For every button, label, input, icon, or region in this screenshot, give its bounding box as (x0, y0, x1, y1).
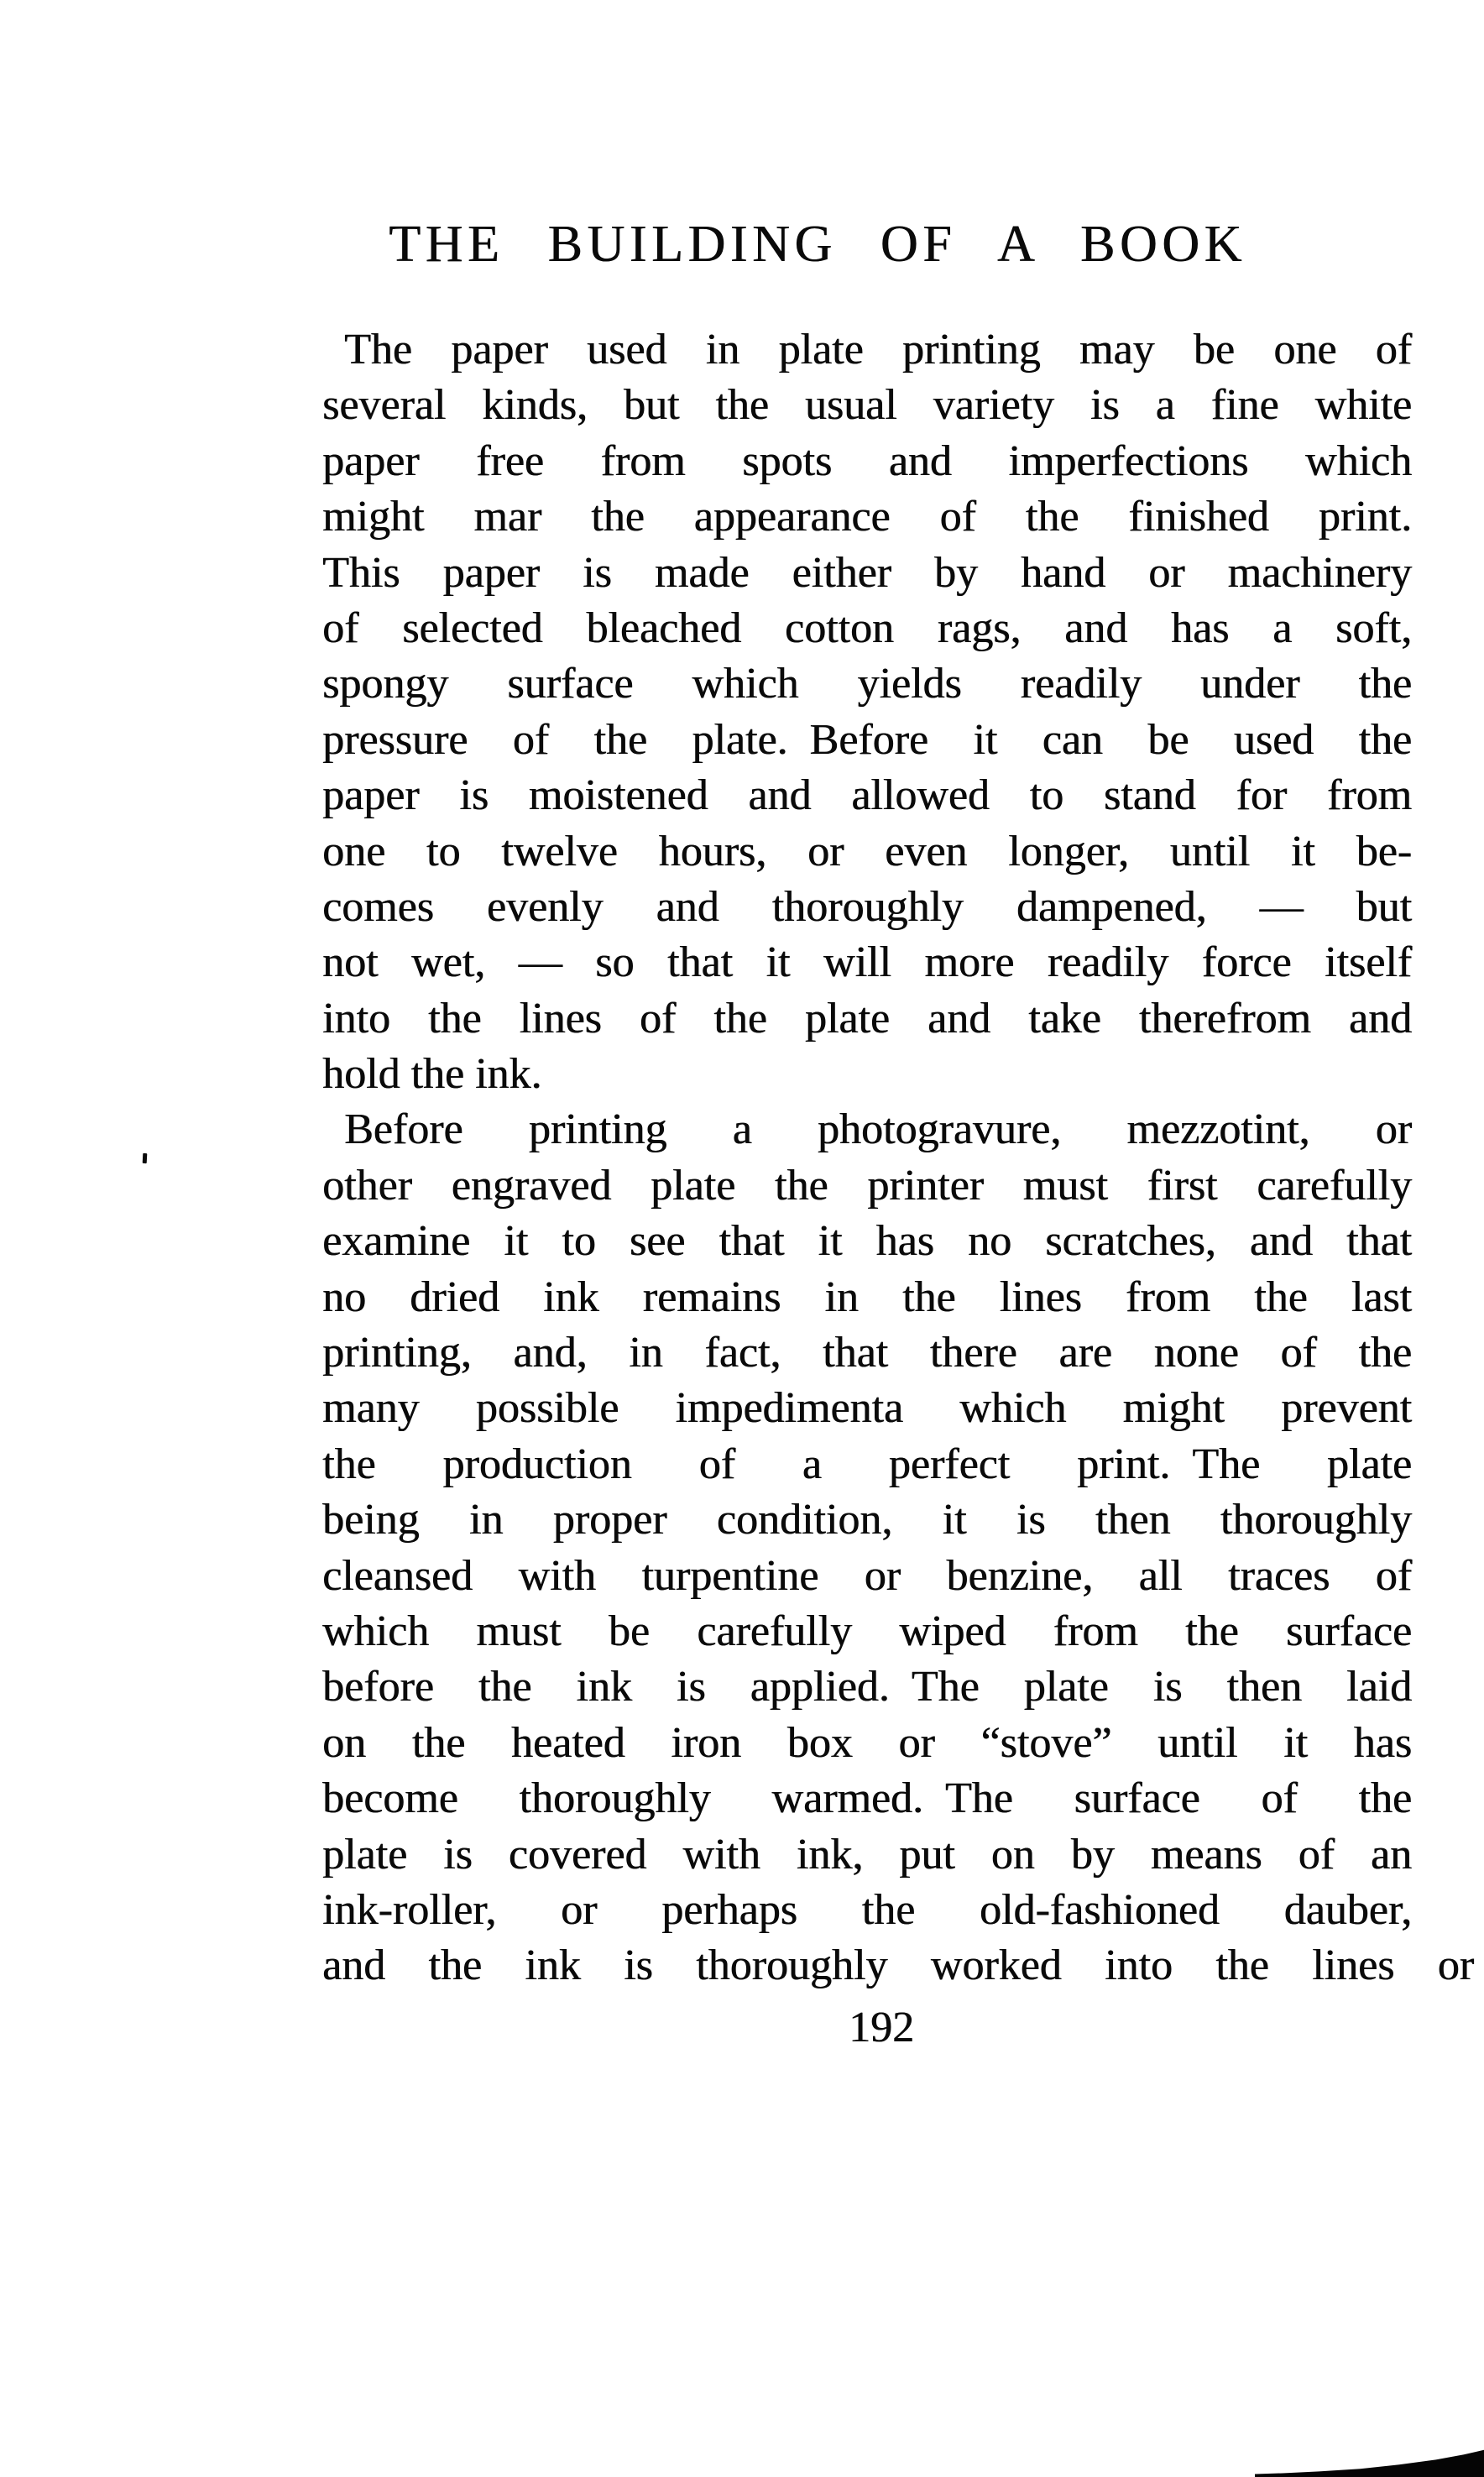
text-line: This paper is made either by hand or machinery (322, 548, 1412, 597)
text-line: cleansed with turpentine or benzine, all traces of (322, 1551, 1412, 1600)
text-line: one to twelve hours, or even longer, until it be- (322, 827, 1412, 875)
text-line: ink-roller, or perhaps the old-fashioned dauber, (322, 1885, 1412, 1934)
text-line: which must be carefully wiped from the surface (322, 1607, 1412, 1655)
text-line: of selected bleached cotton rags, and has a soft, (322, 604, 1412, 652)
text-line: several kinds, but the usual variety is a fine white (322, 381, 1412, 430)
running-head-title: THE BUILDING OF A BOOK (389, 216, 1246, 273)
text-line: become thoroughly warmed. The surface of the (322, 1774, 1412, 1823)
page-number: 192 (849, 2004, 914, 2051)
text-line: other engraved plate the printer must first carefully (322, 1161, 1412, 1210)
text-line: plate is covered with ink, put on by means of an (322, 1830, 1412, 1879)
text-line: pressure of the plate. Before it can be used the (322, 715, 1412, 764)
text-line: paper free from spots and imperfections which (322, 436, 1412, 485)
text-line: Before printing a photogravure, mezzotint, or (344, 1105, 1412, 1154)
text-line: hold the ink. (322, 1050, 542, 1099)
text-line: comes evenly and thoroughly dampened, — but (322, 882, 1412, 931)
text-line: being in proper condition, it is then thoroughly (322, 1496, 1412, 1544)
text-line: many possible impedimenta which might prevent (322, 1384, 1412, 1433)
text-line: on the heated iron box or “stove” until it has (322, 1718, 1412, 1767)
text-line: the production of a perfect print. The plate (322, 1440, 1412, 1488)
text-line: no dried ink remains in the lines from the last (322, 1272, 1412, 1321)
text-line: into the lines of the plate and take therefrom and (322, 994, 1412, 1043)
text-line: might mar the appearance of the finished print. (322, 493, 1412, 541)
text-line: The paper used in plate printing may be one of (344, 326, 1412, 374)
text-line: not wet, — so that it will more readily force itself (322, 938, 1412, 987)
body-text-block (322, 322, 1474, 1994)
text-line: examine it to see that it has no scratches, and that (322, 1217, 1412, 1266)
text-line: paper is moistened and allowed to stand for from (322, 771, 1412, 820)
text-line: before the ink is applied. The plate is then laid (322, 1663, 1412, 1711)
text-line: and the ink is thoroughly worked into the lines or (322, 1941, 1474, 1990)
text-line: printing, and, in fact, that there are none of the (322, 1329, 1412, 1377)
margin-speck-artifact (143, 1153, 148, 1163)
text-line: spongy surface which yields readily under the (322, 660, 1412, 708)
bottom-right-scan-artifact (1255, 2448, 1484, 2477)
